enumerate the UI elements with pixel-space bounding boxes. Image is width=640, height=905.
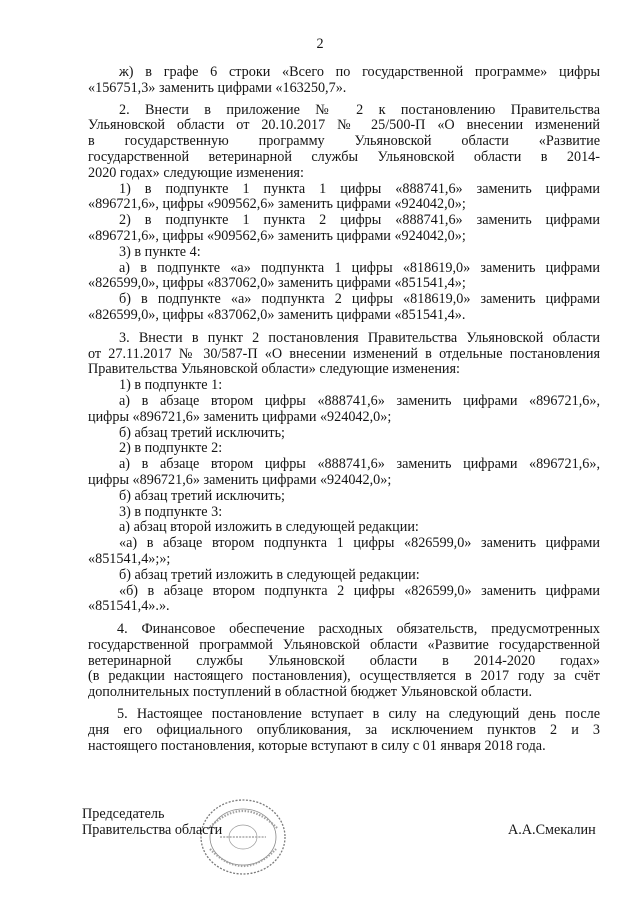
text-line: «896721,6», цифры «909562,6» заменить цифрами «924042,0»; (88, 196, 466, 213)
document-body (88, 65, 600, 754)
text-line: 2020 годах» следующие изменения: (88, 164, 304, 181)
text-line: 2. Внести в приложение № 2 к постановлению Правительства (119, 101, 600, 118)
signatory-title (82, 806, 222, 838)
text-line: а) абзац второй изложить в следующей редакции: (119, 519, 419, 536)
text-line: 3. Внести в пункт 2 постановления Правительства Ульяновской области (119, 329, 600, 346)
text-line: цифры «896721,6» заменить цифрами «924042,0»; (88, 408, 392, 425)
text-line: дня его официального опубликования, за исключением пунктов 2 и 3 (88, 721, 600, 738)
text-line: «а) в абзаце втором подпункта 1 цифры «826599,0» заменить цифрами (119, 535, 600, 552)
text-line: «851541,4».». (88, 598, 170, 615)
text-line: «826599,0», цифры «837062,0» заменить цифрами «851541,4»; (88, 275, 466, 292)
text-line: б) в подпункте «а» подпункта 2 цифры «818619,0» заменить цифрами (119, 291, 600, 308)
text-line: 4. Финансовое обеспечение расходных обязательств, предусмотренных (117, 621, 600, 638)
text-line: 1) в подпункте 1 пункта 1 цифры «888741,6» заменить цифрами (119, 180, 600, 197)
text-line: государственной программой Ульяновской области «Развитие государственной (88, 636, 600, 653)
text-line: 3) в подпункте 3: (119, 503, 223, 520)
text-line: «896721,6», цифры «909562,6» заменить цифрами «924042,0»; (88, 227, 466, 244)
text-line: (в редакции настоящего постановления), осуществляется в 2017 году за счёт (88, 668, 600, 685)
text-line: б) абзац третий изложить в следующей редакции: (119, 566, 420, 583)
page-number: 2 (316, 36, 324, 52)
text-line: б) абзац третий исключить; (119, 424, 286, 441)
text-line: а) в подпункте «а» подпункта 1 цифры «818619,0» заменить цифрами (119, 259, 600, 276)
text-line: Правительства Ульяновской области» следующие изменения: (88, 361, 460, 378)
text-line: 5. Настоящее постановление вступает в силу на следующий день после (117, 706, 600, 723)
text-line: «156751,3» заменить цифрами «163250,7». (88, 79, 347, 96)
text-line: а) в абзаце втором цифры «888741,6» заменить цифрами «896721,6», (119, 456, 600, 473)
text-line: цифры «896721,6» заменить цифрами «924042,0»; (88, 471, 392, 488)
text-line: государственной ветеринарной службы Ульяновской области в 2014- (88, 148, 600, 165)
text-line: 1) в подпункте 1: (119, 377, 223, 394)
signatory-name: А.А.Смекалин (508, 822, 596, 838)
signatory-title-line2: Правительства области (82, 822, 223, 838)
text-line: «826599,0», цифры «837062,0» заменить цифрами «851541,4». (88, 306, 466, 323)
text-line: 3) в пункте 4: (119, 243, 201, 260)
signatory-title-line1: Председатель (82, 806, 165, 822)
text-line: 2) в подпункте 2: (119, 440, 223, 457)
text-line: а) в абзаце втором цифры «888741,6» заменить цифрами «896721,6», (119, 392, 600, 409)
text-line: настоящего постановления, которые вступают в силу с 01 января 2018 года. (88, 737, 546, 754)
text-line: «851541,4»;»; (88, 550, 171, 567)
text-line: ветеринарной службы Ульяновской области в 2014-2020 годах» (88, 652, 600, 669)
text-line: ж) в графе 6 строки «Всего по государственной программе» цифры (119, 64, 600, 80)
text-line: «б) в абзаце втором подпункта 2 цифры «826599,0» заменить цифрами (119, 582, 600, 599)
text-line: дополнительных поступлений в областной бюджет Ульяновской области. (88, 684, 533, 701)
text-line: 2) в подпункте 1 пункта 2 цифры «888741,6» заменить цифрами (119, 212, 600, 229)
text-line: в государственную программу Ульяновской области «Развитие (88, 133, 600, 150)
text-line: Ульяновской области от 20.10.2017 № 25/500-П «О внесении изменений (88, 117, 600, 134)
text-line: б) абзац третий исключить; (119, 487, 286, 504)
text-line: от 27.11.2017 № 30/587-П «О внесении изменений в отдельные постановления (88, 345, 600, 362)
